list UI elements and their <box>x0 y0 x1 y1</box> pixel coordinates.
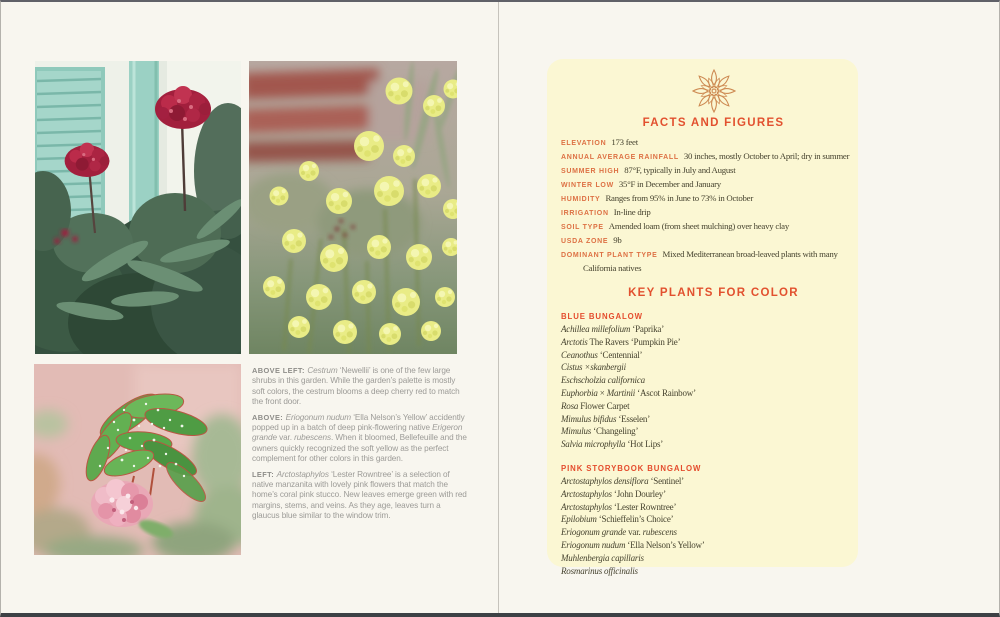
plant-item: Arctotis The Ravers ‘Pumpkin Pie’ <box>561 336 681 347</box>
plant-item: Mimulus ‘Changeling’ <box>561 426 639 437</box>
plant-item: Arctostaphylos ‘John Dourley’ <box>561 488 666 499</box>
plant-item: Achillea millefolium ‘Paprika’ <box>561 324 664 334</box>
photo-cestrum <box>35 61 241 354</box>
caption-label: ABOVE: <box>252 412 286 422</box>
fact-value: Mixed Mediterranean broad-leaved plants with many California natives <box>583 249 838 273</box>
plant-item: Rosmarinus officinalis <box>561 565 638 576</box>
plant-item: Muhlenbergia capillaris <box>561 552 644 563</box>
plant-item: Rosa Flower Carpet <box>561 400 630 411</box>
fact-label: ELEVATION <box>561 140 607 147</box>
fact-value: In-line drip <box>613 207 651 217</box>
plant-item: Eschscholzia californica <box>561 375 645 386</box>
fact-label: DOMINANT PLANT TYPE <box>561 252 658 259</box>
plant-groups <box>561 312 852 577</box>
fact-value: 173 feet <box>611 137 638 147</box>
plant-item: Eriogonum nudum ‘Ella Nelson’s Yellow’ <box>561 539 705 550</box>
facts-list <box>561 136 852 274</box>
fact-row <box>561 136 852 150</box>
plants-title: KEY PLANTS FOR COLOR <box>628 287 799 299</box>
plant-item: Ceanothus ‘Centennial’ <box>561 349 643 360</box>
fact-row <box>561 248 852 274</box>
fact-row <box>561 234 852 248</box>
fact-value: Amended loam (from sheet mulching) over heavy clay <box>608 221 789 231</box>
fact-value: 87°F, typically in July and August <box>624 165 736 175</box>
fact-row <box>561 206 852 220</box>
caption: ABOVE: Eriogonum nudum ‘Ella Nelson’s Yellow’ accidently popped up in a batch of deep pink-flowering native Erigeron grande var. rubescens. When it bloomed, Bellefeuille and the owners quickly recognized the soft yellow as the perfect complement for other colors in this garden. <box>252 412 467 464</box>
page-gutter <box>498 2 499 613</box>
photo-captions <box>252 366 468 527</box>
caption: LEFT: Arctostaphylos ‘Lester Rowntree’ is a selection of native manzanita with lovely pink flowers that match the home’s coral pink stucco. New leaves emerge green with red margins, stems, and veins. As they age, leaves turn a glaucus blue similar to the window trim. <box>252 469 467 521</box>
plant-item: Salvia microphylla ‘Hot Lips’ <box>561 439 664 450</box>
caption: ABOVE LEFT: Cestrum ‘Newellii’ is one of the few large shrubs in this garden. While the garden’s palette is mostly soft colors, the cestrum blooms a deep cherry red to match the front door. <box>252 366 460 407</box>
plant-item: Euphorbia × Martinii ‘Ascot Rainbow’ <box>561 387 696 398</box>
plant-group-heading: BLUE BUNGALOW <box>561 312 643 321</box>
fact-label: SUMMER HIGH <box>561 168 620 175</box>
fact-label: IRRIGATION <box>561 210 609 217</box>
plant-item: Mimulus bifidus ‘Esselen’ <box>561 413 651 424</box>
photo-manzanita <box>34 364 241 555</box>
plant-group-heading: PINK STORYBOOK BUNGALOW <box>561 463 702 473</box>
fact-label: WINTER LOW <box>561 182 614 189</box>
fact-value: 35°F in December and January <box>618 179 721 189</box>
fact-row <box>561 220 852 234</box>
fact-value: 9b <box>613 235 622 245</box>
fact-label: HUMIDITY <box>561 196 601 203</box>
facts-panel <box>547 59 858 576</box>
plant-item: Arctostaphylos densiflora ‘Sentinel’ <box>561 475 684 486</box>
plant-item: Eriogonum grande var. rubescens <box>561 527 677 538</box>
plant-item: Arctostaphylos ‘Lester Rowntree’ <box>561 501 677 512</box>
fact-label: SOIL TYPE <box>561 224 604 231</box>
photo-eriogonum-yellow <box>249 61 457 354</box>
fact-row <box>561 150 852 164</box>
flower-mandala-icon <box>690 67 738 115</box>
fact-row <box>561 164 852 178</box>
fact-value: Ranges from 95% in June to 73% in October <box>605 193 754 203</box>
fact-label: ANNUAL AVERAGE RAINFALL <box>561 154 679 161</box>
facts-title: FACTS AND FIGURES <box>642 117 785 129</box>
fact-row <box>561 178 852 192</box>
fact-value: 30 inches, mostly October to April; dry in summer <box>683 151 850 161</box>
plant-item: Epilobium ‘Schieffelin’s Choice’ <box>561 514 674 525</box>
fact-row <box>561 192 852 206</box>
caption-label: LEFT: <box>252 469 277 479</box>
plant-item: Cistus ×skanbergii <box>561 362 626 373</box>
caption-label: ABOVE LEFT: <box>252 366 308 375</box>
fact-label: USDA ZONE <box>561 238 609 245</box>
